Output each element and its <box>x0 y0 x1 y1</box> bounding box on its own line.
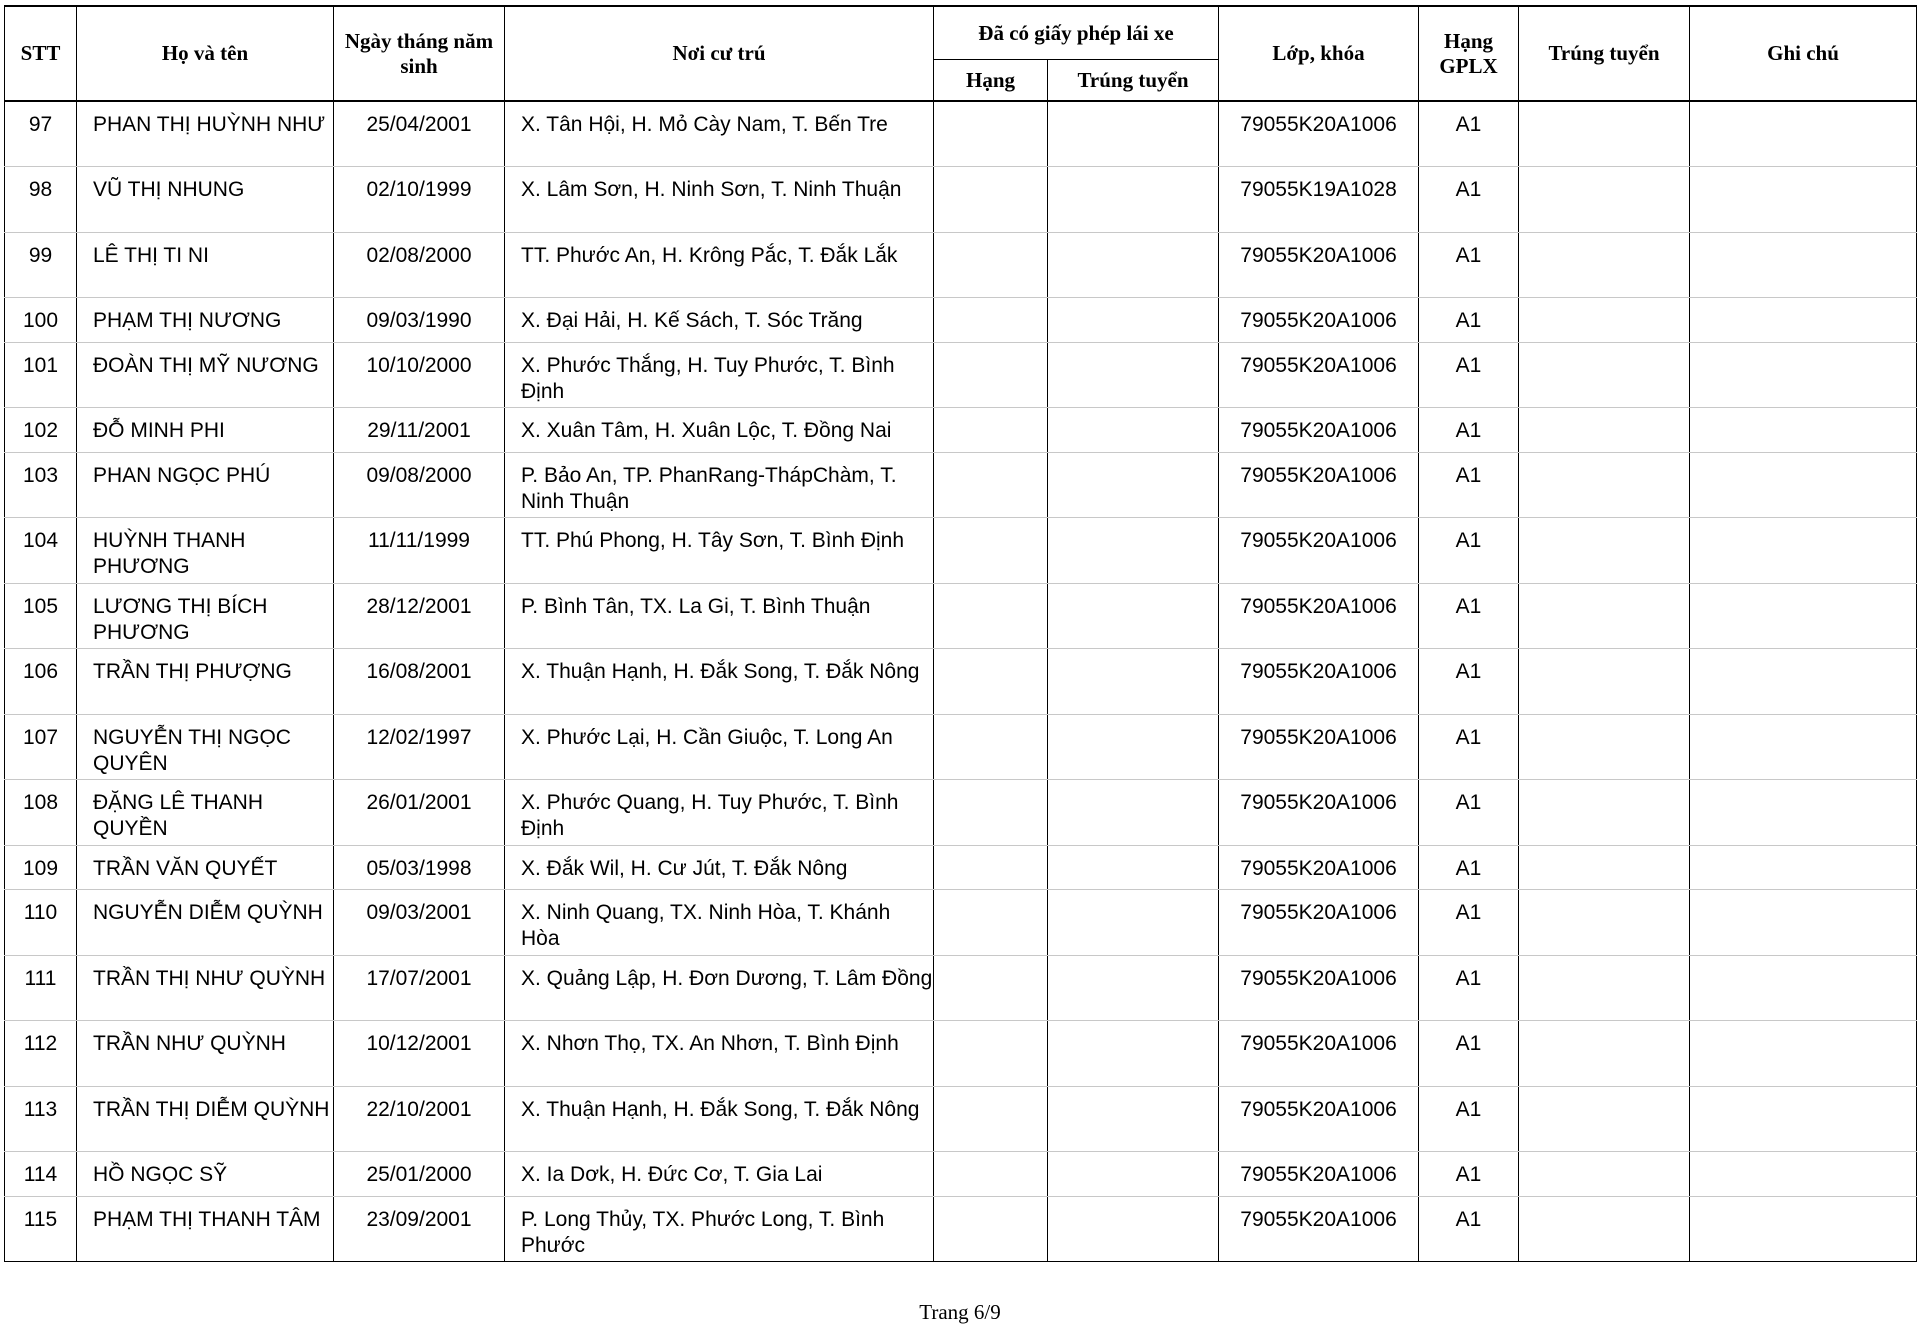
cell-stt: 108 <box>5 780 77 846</box>
table-row <box>5 583 1917 649</box>
cell-note <box>1690 649 1917 715</box>
table-row <box>5 408 1917 453</box>
roster-sheet <box>4 5 1917 1262</box>
cell-gplx: A1 <box>1419 890 1519 956</box>
cell-license-passed <box>1048 714 1219 780</box>
table-row <box>5 845 1917 890</box>
cell-license-rank <box>934 780 1048 846</box>
cell-dob: 26/01/2001 <box>334 780 505 846</box>
cell-note <box>1690 845 1917 890</box>
cell-address: X. Nhơn Thọ, TX. An Nhơn, T. Bình Định <box>505 1021 934 1087</box>
cell-note <box>1690 167 1917 233</box>
cell-dob: 09/03/2001 <box>334 890 505 956</box>
cell-passed <box>1519 1152 1690 1197</box>
cell-class: 79055K20A1006 <box>1219 1086 1419 1152</box>
cell-license-passed <box>1048 649 1219 715</box>
cell-license-rank <box>934 1021 1048 1087</box>
cell-passed <box>1519 518 1690 584</box>
cell-class: 79055K20A1006 <box>1219 780 1419 846</box>
cell-passed <box>1519 342 1690 408</box>
cell-address: X. Lâm Sơn, H. Ninh Sơn, T. Ninh Thuận <box>505 167 934 233</box>
cell-note <box>1690 518 1917 584</box>
cell-passed <box>1519 714 1690 780</box>
cell-note <box>1690 1196 1917 1262</box>
table-body <box>5 101 1917 1262</box>
cell-note <box>1690 101 1917 167</box>
table-row <box>5 1196 1917 1262</box>
cell-license-passed <box>1048 890 1219 956</box>
cell-license-passed <box>1048 408 1219 453</box>
table-row <box>5 167 1917 233</box>
cell-name: NGUYỄN DIỄM QUỲNH <box>77 890 334 956</box>
table-row <box>5 1021 1917 1087</box>
cell-license-passed <box>1048 1086 1219 1152</box>
cell-license-rank <box>934 583 1048 649</box>
cell-dob: 25/01/2000 <box>334 1152 505 1197</box>
cell-dob: 12/02/1997 <box>334 714 505 780</box>
cell-name: LÊ THỊ TI NI <box>77 232 334 298</box>
cell-license-rank <box>934 167 1048 233</box>
cell-name: PHAN THỊ HUỲNH NHƯ <box>77 101 334 167</box>
cell-license-rank <box>934 408 1048 453</box>
cell-name: PHẠM THỊ THANH TÂM <box>77 1196 334 1262</box>
cell-license-passed <box>1048 298 1219 343</box>
table-row <box>5 1152 1917 1197</box>
cell-dob: 22/10/2001 <box>334 1086 505 1152</box>
cell-class: 79055K20A1006 <box>1219 845 1419 890</box>
cell-stt: 106 <box>5 649 77 715</box>
cell-passed <box>1519 1086 1690 1152</box>
cell-address: X. Xuân Tâm, H. Xuân Lộc, T. Đồng Nai <box>505 408 934 453</box>
cell-gplx: A1 <box>1419 583 1519 649</box>
cell-passed <box>1519 101 1690 167</box>
cell-license-rank <box>934 649 1048 715</box>
cell-gplx: A1 <box>1419 101 1519 167</box>
cell-license-rank <box>934 298 1048 343</box>
cell-address: X. Thuận Hạnh, H. Đắk Song, T. Đắk Nông <box>505 1086 934 1152</box>
cell-license-passed <box>1048 342 1219 408</box>
cell-gplx: A1 <box>1419 780 1519 846</box>
table-row <box>5 714 1917 780</box>
cell-dob: 09/03/1990 <box>334 298 505 343</box>
cell-name: NGUYỄN THỊ NGỌC QUYÊN <box>77 714 334 780</box>
cell-gplx: A1 <box>1419 298 1519 343</box>
cell-dob: 17/07/2001 <box>334 955 505 1021</box>
candidate-table <box>4 5 1917 1262</box>
cell-dob: 10/10/2000 <box>334 342 505 408</box>
cell-stt: 97 <box>5 101 77 167</box>
cell-gplx: A1 <box>1419 845 1519 890</box>
cell-name: HỒ NGỌC SỸ <box>77 1152 334 1197</box>
cell-address: X. Ninh Quang, TX. Ninh Hòa, T. Khánh Hòa <box>505 890 934 956</box>
header-gplx: Hạng GPLX <box>1419 6 1519 101</box>
cell-license-passed <box>1048 518 1219 584</box>
page-number: Trang 6/9 <box>919 1300 1001 1324</box>
cell-dob: 10/12/2001 <box>334 1021 505 1087</box>
cell-passed <box>1519 583 1690 649</box>
cell-dob: 23/09/2001 <box>334 1196 505 1262</box>
cell-note <box>1690 452 1917 518</box>
cell-address: X. Ia Dơk, H. Đức Cơ, T. Gia Lai <box>505 1152 934 1197</box>
header-name: Họ và tên <box>77 6 334 101</box>
cell-stt: 98 <box>5 167 77 233</box>
cell-class: 79055K20A1006 <box>1219 298 1419 343</box>
cell-license-passed <box>1048 583 1219 649</box>
cell-passed <box>1519 232 1690 298</box>
table-row <box>5 101 1917 167</box>
cell-name: TRẦN NHƯ QUỲNH <box>77 1021 334 1087</box>
cell-license-rank <box>934 1086 1048 1152</box>
cell-stt: 113 <box>5 1086 77 1152</box>
cell-name: LƯƠNG THỊ BÍCH PHƯƠNG <box>77 583 334 649</box>
cell-stt: 110 <box>5 890 77 956</box>
cell-license-rank <box>934 342 1048 408</box>
cell-class: 79055K20A1006 <box>1219 518 1419 584</box>
cell-note <box>1690 583 1917 649</box>
cell-license-passed <box>1048 101 1219 167</box>
table-row <box>5 452 1917 518</box>
cell-stt: 111 <box>5 955 77 1021</box>
cell-name: VŨ THỊ NHUNG <box>77 167 334 233</box>
cell-gplx: A1 <box>1419 1086 1519 1152</box>
cell-gplx: A1 <box>1419 1152 1519 1197</box>
cell-passed <box>1519 1196 1690 1262</box>
cell-license-rank <box>934 845 1048 890</box>
cell-passed <box>1519 167 1690 233</box>
cell-class: 79055K20A1006 <box>1219 408 1419 453</box>
header-dob: Ngày tháng năm sinh <box>334 6 505 101</box>
cell-address: X. Phước Quang, H. Tuy Phước, T. Bình Định <box>505 780 934 846</box>
cell-license-passed <box>1048 452 1219 518</box>
cell-gplx: A1 <box>1419 649 1519 715</box>
cell-dob: 25/04/2001 <box>334 101 505 167</box>
cell-gplx: A1 <box>1419 232 1519 298</box>
cell-license-passed <box>1048 232 1219 298</box>
cell-address: P. Long Thủy, TX. Phước Long, T. Bình Phước <box>505 1196 934 1262</box>
cell-license-rank <box>934 890 1048 956</box>
cell-note <box>1690 890 1917 956</box>
cell-class: 79055K20A1006 <box>1219 1152 1419 1197</box>
cell-gplx: A1 <box>1419 714 1519 780</box>
cell-passed <box>1519 890 1690 956</box>
cell-class: 79055K20A1006 <box>1219 452 1419 518</box>
cell-stt: 112 <box>5 1021 77 1087</box>
cell-license-passed <box>1048 1021 1219 1087</box>
cell-class: 79055K20A1006 <box>1219 955 1419 1021</box>
cell-stt: 105 <box>5 583 77 649</box>
cell-dob: 28/12/2001 <box>334 583 505 649</box>
table-row <box>5 890 1917 956</box>
cell-note <box>1690 1086 1917 1152</box>
header-passed: Trúng tuyển <box>1519 6 1690 101</box>
cell-gplx: A1 <box>1419 955 1519 1021</box>
cell-class: 79055K19A1028 <box>1219 167 1419 233</box>
cell-dob: 11/11/1999 <box>334 518 505 584</box>
cell-license-rank <box>934 714 1048 780</box>
cell-name: TRẦN THỊ NHƯ QUỲNH <box>77 955 334 1021</box>
cell-address: X. Đại Hải, H. Kế Sách, T. Sóc Trăng <box>505 298 934 343</box>
cell-class: 79055K20A1006 <box>1219 342 1419 408</box>
cell-passed <box>1519 649 1690 715</box>
header-license-group: Đã có giấy phép lái xe <box>934 6 1219 60</box>
cell-stt: 104 <box>5 518 77 584</box>
cell-name: HUỲNH THANH PHƯƠNG <box>77 518 334 584</box>
cell-license-passed <box>1048 167 1219 233</box>
cell-address: X. Phước Thắng, H. Tuy Phước, T. Bình Định <box>505 342 934 408</box>
cell-license-rank <box>934 955 1048 1021</box>
cell-class: 79055K20A1006 <box>1219 101 1419 167</box>
cell-stt: 99 <box>5 232 77 298</box>
table-row <box>5 342 1917 408</box>
cell-gplx: A1 <box>1419 1021 1519 1087</box>
header-address: Nơi cư trú <box>505 6 934 101</box>
table-row <box>5 1086 1917 1152</box>
cell-class: 79055K20A1006 <box>1219 890 1419 956</box>
cell-stt: 109 <box>5 845 77 890</box>
cell-note <box>1690 298 1917 343</box>
cell-address: X. Quảng Lập, H. Đơn Dương, T. Lâm Đồng <box>505 955 934 1021</box>
cell-name: PHẠM THỊ NƯƠNG <box>77 298 334 343</box>
cell-license-rank <box>934 518 1048 584</box>
cell-class: 79055K20A1006 <box>1219 649 1419 715</box>
table-row <box>5 780 1917 846</box>
cell-license-passed <box>1048 1196 1219 1262</box>
cell-name: TRẦN THỊ DIỄM QUỲNH <box>77 1086 334 1152</box>
cell-license-rank <box>934 452 1048 518</box>
cell-license-passed <box>1048 780 1219 846</box>
header-stt: STT <box>5 6 77 101</box>
cell-note <box>1690 1152 1917 1197</box>
cell-class: 79055K20A1006 <box>1219 714 1419 780</box>
cell-license-passed <box>1048 1152 1219 1197</box>
cell-dob: 09/08/2000 <box>334 452 505 518</box>
cell-address: X. Tân Hội, H. Mỏ Cày Nam, T. Bến Tre <box>505 101 934 167</box>
cell-class: 79055K20A1006 <box>1219 1021 1419 1087</box>
cell-dob: 29/11/2001 <box>334 408 505 453</box>
cell-note <box>1690 1021 1917 1087</box>
cell-gplx: A1 <box>1419 518 1519 584</box>
cell-stt: 114 <box>5 1152 77 1197</box>
cell-class: 79055K20A1006 <box>1219 583 1419 649</box>
table-row <box>5 232 1917 298</box>
cell-address: X. Đắk Wil, H. Cư Jút, T. Đắk Nông <box>505 845 934 890</box>
cell-address: TT. Phú Phong, H. Tây Sơn, T. Bình Định <box>505 518 934 584</box>
cell-dob: 02/10/1999 <box>334 167 505 233</box>
header-note: Ghi chú <box>1690 6 1917 101</box>
cell-passed <box>1519 1021 1690 1087</box>
cell-stt: 100 <box>5 298 77 343</box>
cell-note <box>1690 714 1917 780</box>
cell-address: TT. Phước An, H. Krông Pắc, T. Đắk Lắk <box>505 232 934 298</box>
table-row <box>5 649 1917 715</box>
cell-stt: 115 <box>5 1196 77 1262</box>
cell-address: X. Phước Lại, H. Cần Giuộc, T. Long An <box>505 714 934 780</box>
cell-name: ĐOÀN THỊ MỸ NƯƠNG <box>77 342 334 408</box>
cell-note <box>1690 232 1917 298</box>
cell-gplx: A1 <box>1419 167 1519 233</box>
cell-license-passed <box>1048 845 1219 890</box>
cell-address: P. Bình Tân, TX. La Gi, T. Bình Thuận <box>505 583 934 649</box>
cell-gplx: A1 <box>1419 1196 1519 1262</box>
cell-license-rank <box>934 1152 1048 1197</box>
cell-stt: 103 <box>5 452 77 518</box>
table-row <box>5 518 1917 584</box>
cell-note <box>1690 408 1917 453</box>
cell-license-rank <box>934 232 1048 298</box>
cell-stt: 101 <box>5 342 77 408</box>
cell-gplx: A1 <box>1419 342 1519 408</box>
cell-dob: 16/08/2001 <box>334 649 505 715</box>
cell-passed <box>1519 845 1690 890</box>
cell-license-passed <box>1048 955 1219 1021</box>
cell-name: TRẦN VĂN QUYẾT <box>77 845 334 890</box>
cell-passed <box>1519 955 1690 1021</box>
cell-address: X. Thuận Hạnh, H. Đắk Song, T. Đắk Nông <box>505 649 934 715</box>
cell-address: P. Bảo An, TP. PhanRang-ThápChàm, T. Ninh Thuận <box>505 452 934 518</box>
cell-passed <box>1519 408 1690 453</box>
cell-license-rank <box>934 101 1048 167</box>
cell-name: PHAN NGỌC PHÚ <box>77 452 334 518</box>
header-license-passed: Trúng tuyển <box>1048 60 1219 102</box>
cell-name: ĐỖ MINH PHI <box>77 408 334 453</box>
cell-gplx: A1 <box>1419 452 1519 518</box>
table-header <box>5 6 1917 101</box>
cell-passed <box>1519 780 1690 846</box>
cell-note <box>1690 780 1917 846</box>
cell-stt: 102 <box>5 408 77 453</box>
cell-class: 79055K20A1006 <box>1219 1196 1419 1262</box>
table-row <box>5 955 1917 1021</box>
cell-dob: 02/08/2000 <box>334 232 505 298</box>
cell-class: 79055K20A1006 <box>1219 232 1419 298</box>
cell-passed <box>1519 452 1690 518</box>
table-row <box>5 298 1917 343</box>
header-license-rank: Hạng <box>934 60 1048 102</box>
cell-stt: 107 <box>5 714 77 780</box>
cell-note <box>1690 955 1917 1021</box>
cell-name: ĐẶNG LÊ THANH QUYỀN <box>77 780 334 846</box>
cell-name: TRẦN THỊ PHƯỢNG <box>77 649 334 715</box>
header-class: Lớp, khóa <box>1219 6 1419 101</box>
cell-dob: 05/03/1998 <box>334 845 505 890</box>
cell-note <box>1690 342 1917 408</box>
cell-passed <box>1519 298 1690 343</box>
cell-license-rank <box>934 1196 1048 1262</box>
cell-gplx: A1 <box>1419 408 1519 453</box>
